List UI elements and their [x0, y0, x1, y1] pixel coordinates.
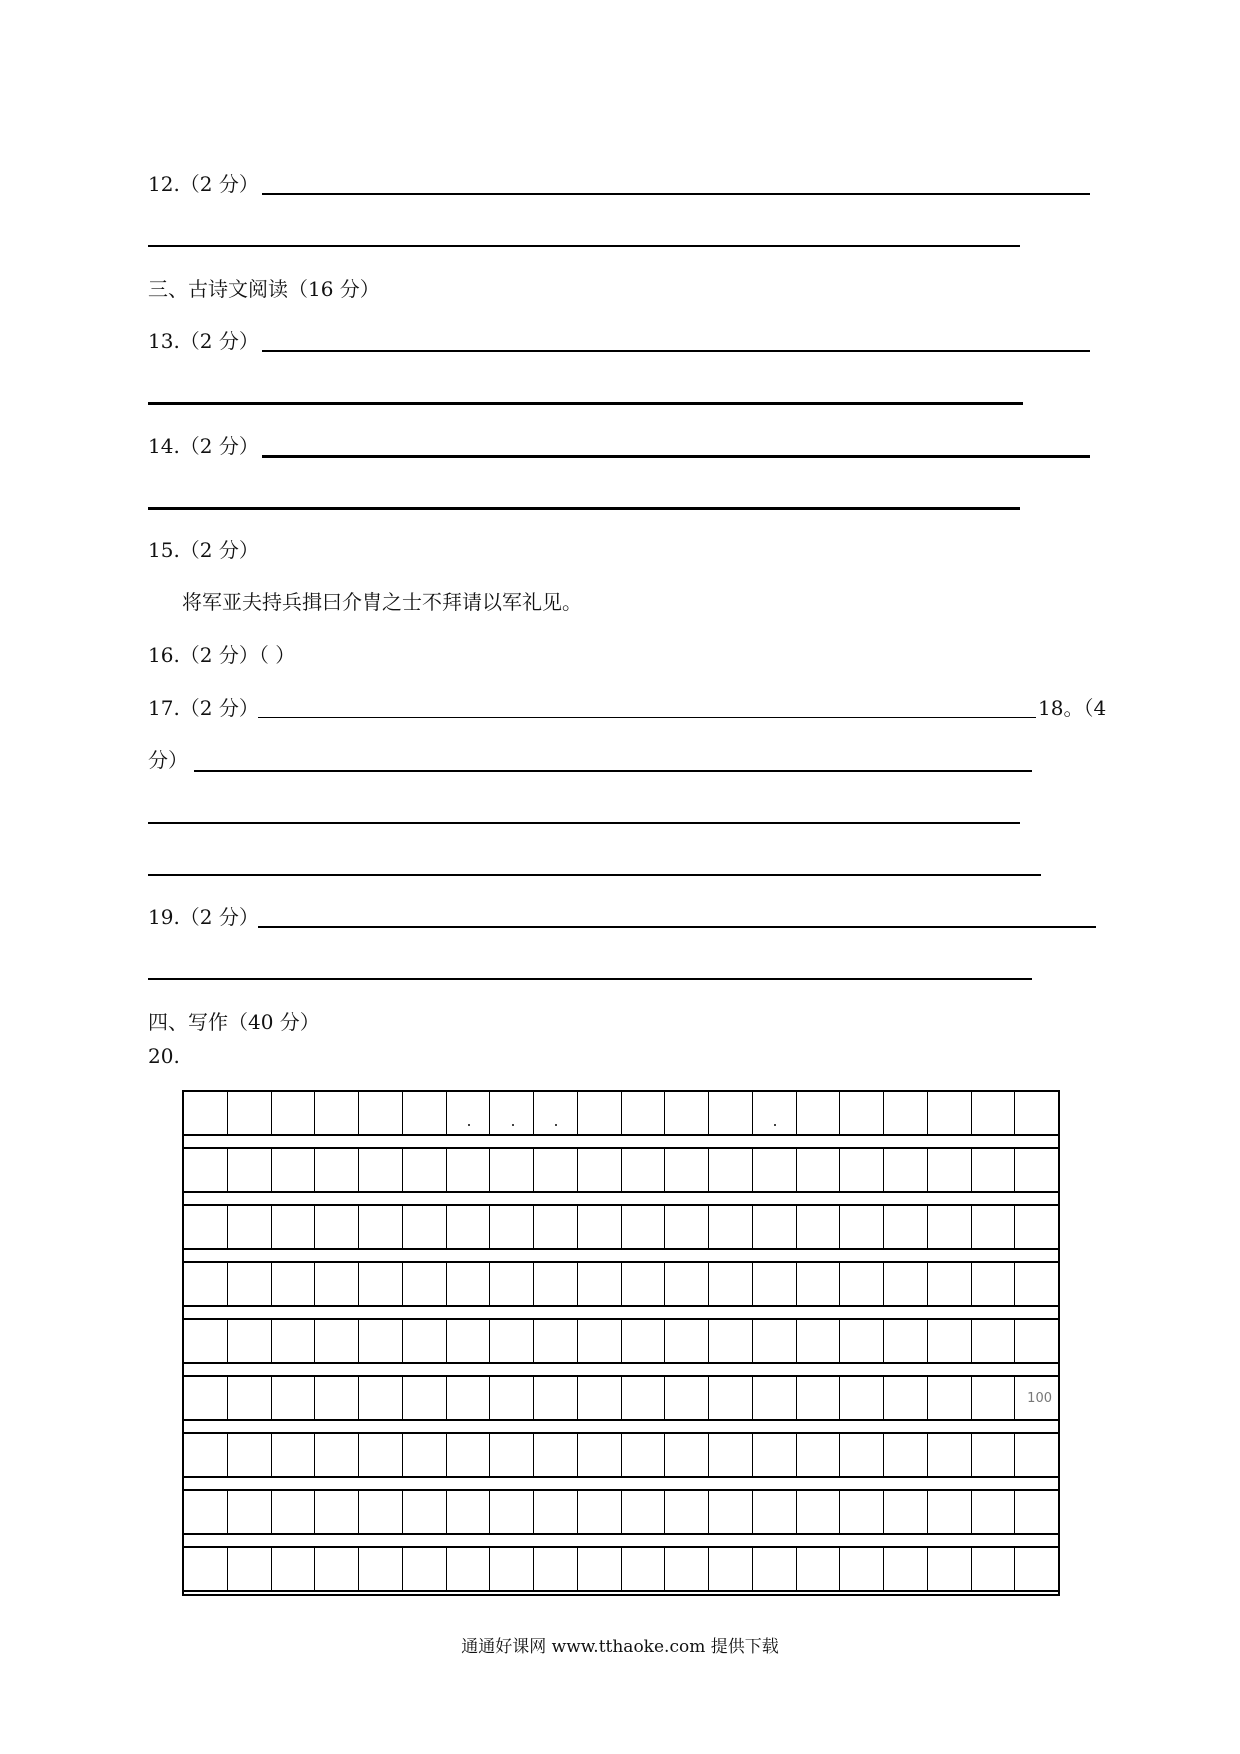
grid-cell[interactable]: [314, 1491, 358, 1533]
grid-cell[interactable]: [839, 1491, 883, 1533]
grid-cell[interactable]: [883, 1377, 927, 1419]
grid-cell[interactable]: [314, 1149, 358, 1191]
grid-cell[interactable]: [314, 1434, 358, 1476]
grid-cell[interactable]: [446, 1263, 490, 1305]
grid-cell[interactable]: [883, 1092, 927, 1134]
grid-cell[interactable]: [621, 1206, 665, 1248]
grid-cell[interactable]: [927, 1491, 971, 1533]
grid-cell[interactable]: [664, 1092, 708, 1134]
grid-cell[interactable]: [489, 1377, 533, 1419]
grid-cell[interactable]: [883, 1206, 927, 1248]
grid-cell[interactable]: [358, 1548, 402, 1590]
grid-cell[interactable]: [489, 1092, 533, 1134]
grid-cell[interactable]: [489, 1206, 533, 1248]
grid-cell[interactable]: [402, 1206, 446, 1248]
grid-cell[interactable]: [796, 1548, 840, 1590]
grid-cell[interactable]: [577, 1263, 621, 1305]
grid-cell[interactable]: [533, 1206, 577, 1248]
grid-cell[interactable]: [883, 1149, 927, 1191]
grid-cell[interactable]: [971, 1149, 1015, 1191]
composition-grid[interactable]: [182, 1090, 1060, 1596]
q18-answer-line-2[interactable]: [148, 822, 1020, 824]
q18-answer-line-1[interactable]: [194, 770, 1032, 772]
grid-cell[interactable]: [1014, 1320, 1058, 1362]
q19-answer-line-2[interactable]: [148, 978, 1032, 980]
grid-cell[interactable]: [489, 1320, 533, 1362]
grid-cell[interactable]: [358, 1263, 402, 1305]
grid-cell[interactable]: [184, 1377, 227, 1419]
grid-cell[interactable]: [927, 1434, 971, 1476]
q17-label: 17.（2 分）: [148, 696, 259, 720]
grid-cell[interactable]: [708, 1377, 752, 1419]
grid-cell[interactable]: [227, 1377, 271, 1419]
scan-speck: [774, 1124, 776, 1126]
grid-cell[interactable]: [402, 1149, 446, 1191]
grid-cell[interactable]: [752, 1434, 796, 1476]
grid-cell[interactable]: [358, 1377, 402, 1419]
grid-cell[interactable]: [184, 1206, 227, 1248]
grid-cell[interactable]: [271, 1491, 315, 1533]
grid-row: [182, 1090, 1060, 1147]
grid-row-gap: [182, 1307, 1060, 1318]
q13-answer-line-1[interactable]: [262, 350, 1090, 352]
q12-answer-line-2[interactable]: [148, 245, 1020, 247]
grid-cell[interactable]: [402, 1092, 446, 1134]
grid-row-gap: [182, 1535, 1060, 1546]
grid-cell[interactable]: [489, 1149, 533, 1191]
grid-cell[interactable]: [883, 1320, 927, 1362]
grid-cell[interactable]: [664, 1320, 708, 1362]
grid-cell[interactable]: [708, 1149, 752, 1191]
grid-row: [182, 1489, 1060, 1546]
grid-row: [182, 1204, 1060, 1261]
grid-cell[interactable]: [446, 1548, 490, 1590]
grid-cell[interactable]: [184, 1263, 227, 1305]
grid-cell[interactable]: [402, 1320, 446, 1362]
grid-cell[interactable]: [271, 1548, 315, 1590]
section-4-heading: 四、写作（40 分）: [148, 1010, 320, 1034]
grid-cell[interactable]: [752, 1149, 796, 1191]
grid-cell[interactable]: [839, 1149, 883, 1191]
grid-cell[interactable]: [314, 1320, 358, 1362]
grid-cell[interactable]: [796, 1377, 840, 1419]
grid-cell[interactable]: [927, 1320, 971, 1362]
grid-cell[interactable]: [971, 1263, 1015, 1305]
grid-cell[interactable]: [227, 1320, 271, 1362]
grid-row: [182, 1432, 1060, 1489]
grid-row: [182, 1318, 1060, 1375]
grid-cell[interactable]: [402, 1263, 446, 1305]
q15-label: 15.（2 分）: [148, 538, 259, 562]
grid-cell[interactable]: [971, 1206, 1015, 1248]
grid-cell[interactable]: [271, 1377, 315, 1419]
grid-cell[interactable]: [971, 1548, 1015, 1590]
grid-cell[interactable]: [533, 1149, 577, 1191]
grid-cell[interactable]: [708, 1263, 752, 1305]
grid-cell[interactable]: [271, 1320, 315, 1362]
grid-cell[interactable]: [621, 1149, 665, 1191]
grid-cell[interactable]: [271, 1434, 315, 1476]
grid-cell[interactable]: [533, 1320, 577, 1362]
q14-answer-line-1[interactable]: [262, 455, 1090, 458]
grid-cell[interactable]: [1014, 1434, 1058, 1476]
grid-row: [182, 1546, 1060, 1596]
grid-cell[interactable]: [621, 1092, 665, 1134]
grid-cell[interactable]: [184, 1491, 227, 1533]
grid-cell[interactable]: [577, 1320, 621, 1362]
grid-cell[interactable]: [708, 1434, 752, 1476]
grid-cell[interactable]: [184, 1092, 227, 1134]
grid-cell[interactable]: [577, 1149, 621, 1191]
grid-cell[interactable]: [1014, 1548, 1058, 1590]
grid-cell[interactable]: [796, 1206, 840, 1248]
grid-cell[interactable]: [402, 1377, 446, 1419]
grid-cell[interactable]: [971, 1092, 1015, 1134]
grid-cell[interactable]: [883, 1434, 927, 1476]
grid-cell[interactable]: [184, 1149, 227, 1191]
grid-cell[interactable]: [184, 1434, 227, 1476]
grid-cell[interactable]: [752, 1377, 796, 1419]
grid-cell[interactable]: [664, 1263, 708, 1305]
grid-cell[interactable]: [796, 1320, 840, 1362]
grid-cell[interactable]: [839, 1320, 883, 1362]
grid-cell[interactable]: [664, 1377, 708, 1419]
q12-label: 12.（2 分）: [148, 172, 259, 196]
grid-cell[interactable]: [752, 1548, 796, 1590]
grid-cell[interactable]: [533, 1491, 577, 1533]
grid-cell[interactable]: [446, 1377, 490, 1419]
grid-cell[interactable]: [1014, 1263, 1058, 1305]
grid-cell[interactable]: [489, 1548, 533, 1590]
grid-cell[interactable]: [1014, 1092, 1058, 1134]
grid-cell[interactable]: [927, 1206, 971, 1248]
grid-cell[interactable]: [446, 1434, 490, 1476]
grid-cell[interactable]: [227, 1092, 271, 1134]
grid-cell[interactable]: [446, 1320, 490, 1362]
grid-cell[interactable]: [664, 1206, 708, 1248]
grid-cell[interactable]: [271, 1092, 315, 1134]
grid-cell[interactable]: [796, 1263, 840, 1305]
grid-cell[interactable]: [621, 1491, 665, 1533]
grid-cell[interactable]: [577, 1548, 621, 1590]
grid-row: [182, 1261, 1060, 1318]
grid-cell[interactable]: [446, 1206, 490, 1248]
q18-label: 18。（4: [1038, 696, 1107, 720]
grid-cell[interactable]: [271, 1206, 315, 1248]
scan-speck: [468, 1124, 470, 1126]
grid-row-gap: [182, 1478, 1060, 1489]
page-footer: 通通好课网 www.tthaoke.com 提供下载: [461, 1637, 779, 1657]
grid-cell[interactable]: [489, 1434, 533, 1476]
grid-cell[interactable]: [621, 1548, 665, 1590]
grid-cell[interactable]: [883, 1548, 927, 1590]
grid-cell[interactable]: [184, 1548, 227, 1590]
grid-row-gap: [182, 1136, 1060, 1147]
q14-label: 14.（2 分）: [148, 434, 259, 458]
grid-cell[interactable]: [883, 1263, 927, 1305]
q14-answer-line-2[interactable]: [148, 507, 1020, 510]
grid-cell[interactable]: [839, 1377, 883, 1419]
grid-cell[interactable]: [752, 1206, 796, 1248]
grid-row-gap: [182, 1193, 1060, 1204]
grid-cell[interactable]: [358, 1206, 402, 1248]
grid-cell[interactable]: [577, 1491, 621, 1533]
grid-cell[interactable]: [1014, 1377, 1058, 1419]
grid-cell[interactable]: [708, 1320, 752, 1362]
grid-cell[interactable]: [664, 1548, 708, 1590]
grid-cell[interactable]: [839, 1548, 883, 1590]
grid-cell[interactable]: [314, 1092, 358, 1134]
grid-cell[interactable]: [621, 1434, 665, 1476]
q16-label: 16.（2 分）（ ）: [148, 643, 296, 667]
grid-row-gap: [182, 1364, 1060, 1375]
grid-cell[interactable]: [796, 1149, 840, 1191]
q20-label: 20.: [148, 1044, 180, 1068]
grid-cell[interactable]: [664, 1491, 708, 1533]
grid-cell[interactable]: [664, 1149, 708, 1191]
q18-label-cont: 分）: [148, 748, 188, 772]
grid-cell[interactable]: [533, 1377, 577, 1419]
grid-cell[interactable]: [971, 1491, 1015, 1533]
q19-label: 19.（2 分）: [148, 905, 259, 929]
grid-cell[interactable]: [839, 1092, 883, 1134]
grid-cell[interactable]: [796, 1434, 840, 1476]
grid-cell[interactable]: [621, 1320, 665, 1362]
grid-cell[interactable]: [358, 1320, 402, 1362]
grid-cell[interactable]: [446, 1149, 490, 1191]
grid-cell[interactable]: [621, 1377, 665, 1419]
grid-cell[interactable]: [577, 1206, 621, 1248]
section-3-heading: 三、古诗文阅读（16 分）: [148, 277, 380, 301]
grid-cell[interactable]: [358, 1149, 402, 1191]
grid-cell[interactable]: [358, 1434, 402, 1476]
grid-cell[interactable]: [752, 1491, 796, 1533]
grid-cell[interactable]: [489, 1263, 533, 1305]
grid-cell[interactable]: [271, 1149, 315, 1191]
grid-cell[interactable]: [271, 1263, 315, 1305]
grid-cell[interactable]: [184, 1320, 227, 1362]
grid-cell[interactable]: [533, 1434, 577, 1476]
grid-cell[interactable]: [708, 1548, 752, 1590]
grid-cell[interactable]: [796, 1092, 840, 1134]
grid-cell[interactable]: [533, 1092, 577, 1134]
grid-cell[interactable]: [664, 1434, 708, 1476]
grid-cell[interactable]: [577, 1434, 621, 1476]
grid-cell[interactable]: [708, 1092, 752, 1134]
grid-cell[interactable]: [839, 1434, 883, 1476]
grid-cell[interactable]: [927, 1377, 971, 1419]
q18-answer-line-3[interactable]: [148, 874, 1041, 876]
grid-cell[interactable]: [577, 1092, 621, 1134]
grid-cell[interactable]: [227, 1263, 271, 1305]
scan-speck: [512, 1124, 514, 1126]
grid-cell[interactable]: [489, 1491, 533, 1533]
grid-row-gap: [182, 1421, 1060, 1432]
grid-cell[interactable]: [227, 1206, 271, 1248]
grid-cell[interactable]: [402, 1434, 446, 1476]
grid-row-gap: [182, 1592, 1060, 1596]
grid-cell[interactable]: [314, 1263, 358, 1305]
grid-cell[interactable]: [971, 1377, 1015, 1419]
grid-cell[interactable]: [358, 1491, 402, 1533]
grid-cell[interactable]: [752, 1263, 796, 1305]
grid-cell[interactable]: [708, 1491, 752, 1533]
grid-cell[interactable]: [227, 1149, 271, 1191]
grid-cell[interactable]: [752, 1320, 796, 1362]
grid-cell[interactable]: [927, 1263, 971, 1305]
grid-cell[interactable]: [839, 1206, 883, 1248]
q15-sentence: 将军亚夫持兵揖曰介胄之士不拜请以军礼见。: [182, 590, 582, 614]
grid-row-gap: [182, 1250, 1060, 1261]
grid-cell[interactable]: [971, 1320, 1015, 1362]
grid-cell[interactable]: [227, 1434, 271, 1476]
grid-row: [182, 1375, 1060, 1432]
q17-answer-line[interactable]: [258, 717, 1036, 718]
q13-answer-line-2[interactable]: [148, 402, 1023, 405]
grid-cell[interactable]: [883, 1491, 927, 1533]
grid-cell[interactable]: [1014, 1206, 1058, 1248]
scan-speck: [555, 1124, 557, 1126]
grid-cell[interactable]: [927, 1548, 971, 1590]
grid-cell[interactable]: [1014, 1149, 1058, 1191]
word-count-marker: 100: [1027, 1391, 1052, 1406]
grid-cell[interactable]: [446, 1491, 490, 1533]
grid-cell[interactable]: [752, 1092, 796, 1134]
grid-cell[interactable]: [927, 1092, 971, 1134]
grid-cell[interactable]: [402, 1491, 446, 1533]
grid-cell[interactable]: [971, 1434, 1015, 1476]
grid-cell[interactable]: [577, 1377, 621, 1419]
grid-cell[interactable]: [314, 1548, 358, 1590]
q19-answer-line-1[interactable]: [258, 926, 1096, 928]
grid-cell[interactable]: [796, 1491, 840, 1533]
grid-cell[interactable]: [1014, 1491, 1058, 1533]
grid-cell[interactable]: [839, 1263, 883, 1305]
grid-cell[interactable]: [621, 1263, 665, 1305]
grid-cell[interactable]: [446, 1092, 490, 1134]
grid-cell[interactable]: [708, 1206, 752, 1248]
grid-cell[interactable]: [533, 1548, 577, 1590]
grid-cell[interactable]: [227, 1548, 271, 1590]
grid-cell[interactable]: [402, 1548, 446, 1590]
grid-cell[interactable]: [227, 1491, 271, 1533]
grid-cell[interactable]: [927, 1149, 971, 1191]
grid-cell[interactable]: [314, 1377, 358, 1419]
q13-label: 13.（2 分）: [148, 329, 259, 353]
q12-answer-line-1[interactable]: [262, 193, 1090, 195]
grid-cell[interactable]: [533, 1263, 577, 1305]
grid-cell[interactable]: [314, 1206, 358, 1248]
grid-row: [182, 1147, 1060, 1204]
grid-cell[interactable]: [358, 1092, 402, 1134]
